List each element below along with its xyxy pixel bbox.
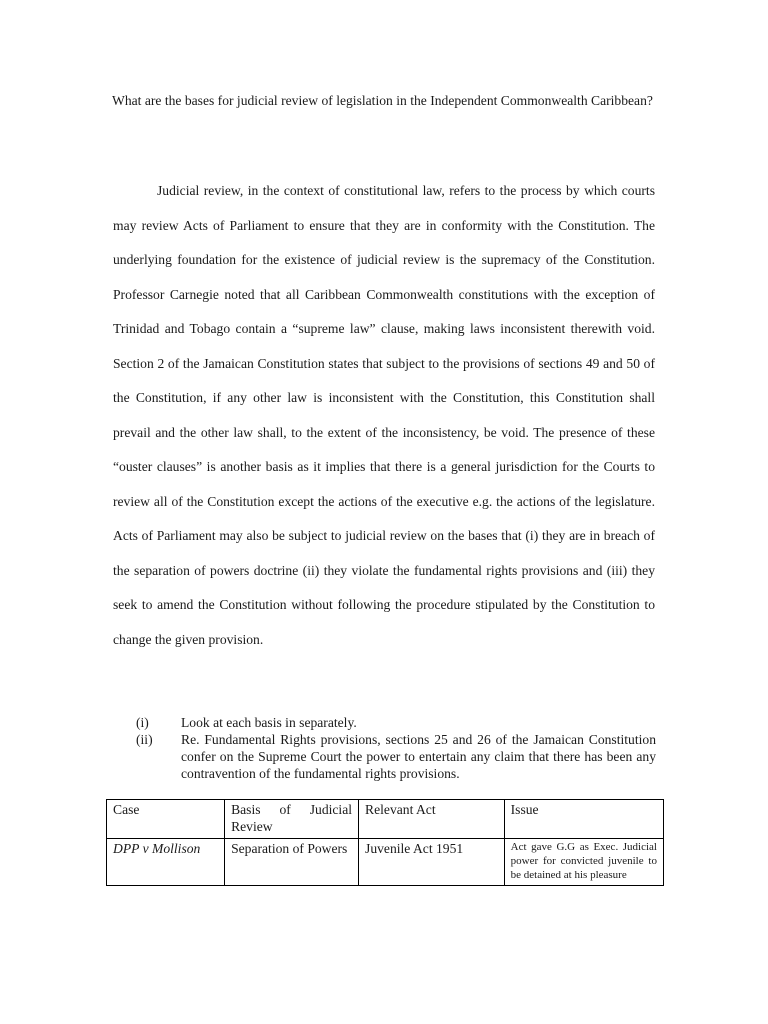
table-row: [107, 839, 664, 886]
note-text: Look at each basis in separately.: [181, 715, 357, 730]
table-header-case: Case: [107, 800, 225, 839]
body-paragraph: Judicial review, in the context of constitutional law, refers to the process by which courts may review Acts of Parliament to ensure that they are in conformity with the Constitution. The underlying foundation for the existence of judicial review is the supremacy of the Constitution. Professor Carnegie noted that all Caribbean Commonwealth constitutions with the exception of Trinidad and Tobago contain a “supreme law” clause, making laws inconsistent therewith void. Section 2 of the Jamaican Constitution states that subject to the provisions of sections 49 and 50 of the Constitution, if any other law is inconsistent with the Constitution, this Constitution shall prevail and the other law shall, to the extent of the inconsistency, be void. The presence of these “ouster clauses” is another basis as it implies that there is a general jurisdiction for the Courts to review all of the Constitution except the actions of the executive e.g. the actions of the legislature. Acts of Parliament may also be subject to judicial review on the bases that (i) they are in breach of the separation of powers doctrine (ii) they violate the fundamental rights provisions and (iii) they seek to amend the Constitution without following the procedure stipulated by the Constitution to change the given provision.: [113, 183, 655, 647]
table-cell-act: Juvenile Act 1951: [359, 839, 505, 886]
note-text: Re. Fundamental Rights provisions, sections 25 and 26 of the Jamaican Constitution confer on the Supreme Court the power to entertain any claim that there has been any contravention of the fundamental rights provisions.: [181, 732, 656, 781]
table-header-issue: Issue: [504, 800, 663, 839]
note-item: [136, 731, 656, 782]
table-cell-case: DPP v Mollison: [107, 839, 225, 886]
note-item: [136, 714, 656, 731]
table-header-act: Relevant Act: [359, 800, 505, 839]
note-number: (i): [136, 715, 149, 730]
question-heading: What are the bases for judicial review of legislation in the Independent Commonwealth Caribbean?: [112, 93, 653, 108]
table-header-basis: Basis of Judicial Review: [225, 800, 359, 839]
notes-list: [136, 714, 656, 782]
table-cell-issue: Act gave G.G as Exec. Judicial power for convicted juvenile to be detained at his pleasure: [504, 839, 663, 886]
case-table: [106, 799, 664, 886]
table-header-row: [107, 800, 664, 839]
table-cell-basis: Separation of Powers: [225, 839, 359, 886]
note-number: (ii): [136, 732, 153, 747]
